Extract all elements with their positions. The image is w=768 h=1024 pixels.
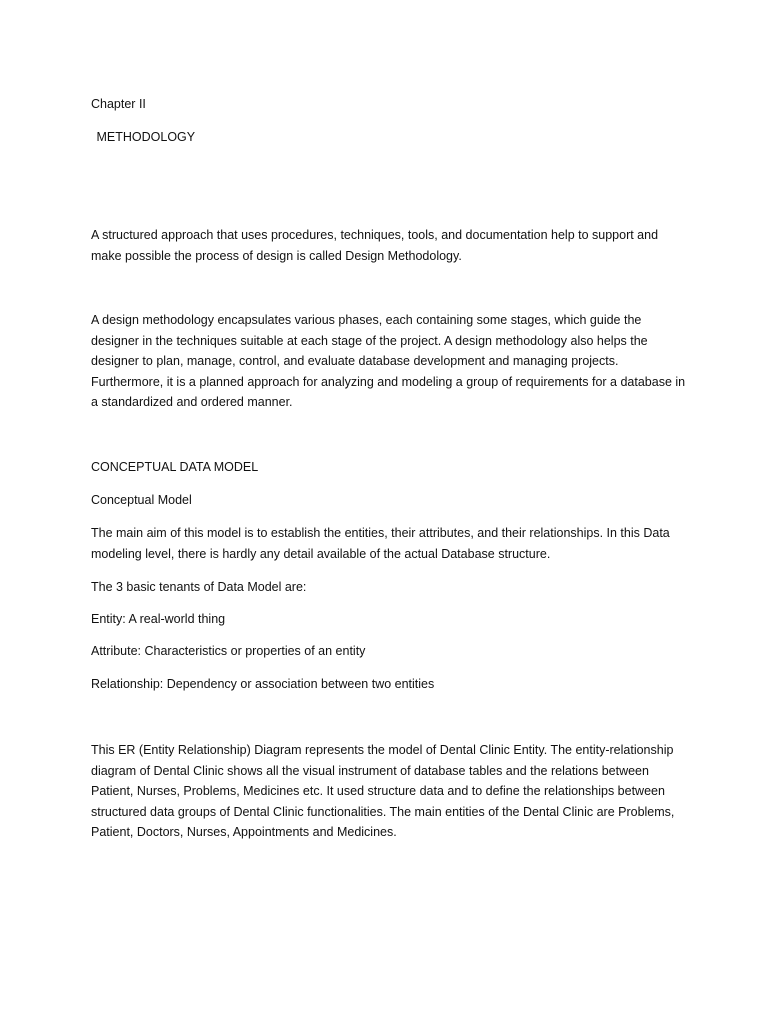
methodology-heading: METHODOLOGY: [93, 130, 196, 144]
paragraph-basic-tenants: The 3 basic tenants of Data Model are:: [91, 580, 307, 594]
paragraph-design-methodology-definition: A structured approach that uses procedures, techniques, tools, and documentation help to support and make possible the process of design is called Design Methodology.: [91, 228, 662, 263]
conceptual-model-subheading: Conceptual Model: [91, 493, 192, 507]
relationship-definition: Relationship: Dependency or association between two entities: [91, 677, 435, 691]
paragraph-er-diagram-description: This ER (Entity Relationship) Diagram represents the model of Dental Clinic Entity. The entity-relationship diagram of Dental Clinic shows all the visual instrument of database tables and the relations between Patient, Nurses, Problems, Medicines etc. It used structure data and to define the relationships between structured data groups of Dental Clinic functionalities. The main entities of the Dental Clinic are Problems, Patient, Doctors, Nurses, Appointments and Medicines.: [91, 743, 678, 839]
attribute-definition: Attribute: Characteristics or properties of an entity: [91, 644, 366, 658]
conceptual-data-model-heading: CONCEPTUAL DATA MODEL: [91, 460, 259, 474]
entity-definition: Entity: A real-world thing: [91, 612, 226, 626]
paragraph-design-methodology-phases: A design methodology encapsulates various phases, each containing some stages, which guide the designer in the techniques suitable at each stage of the project. A design methodology also helps the designer to plan, manage, control, and evaluate database development and managing projects. Furthermore, it is a planned approach for analyzing and modeling a group of requirements for a database in a standardized and ordered manner.: [91, 313, 689, 409]
paragraph-conceptual-model-aim: The main aim of this model is to establish the entities, their attributes, and their relationships. In this Data modeling level, there is hardly any detail available of the actual Database structure.: [91, 526, 674, 561]
chapter-heading: Chapter II: [91, 97, 146, 111]
